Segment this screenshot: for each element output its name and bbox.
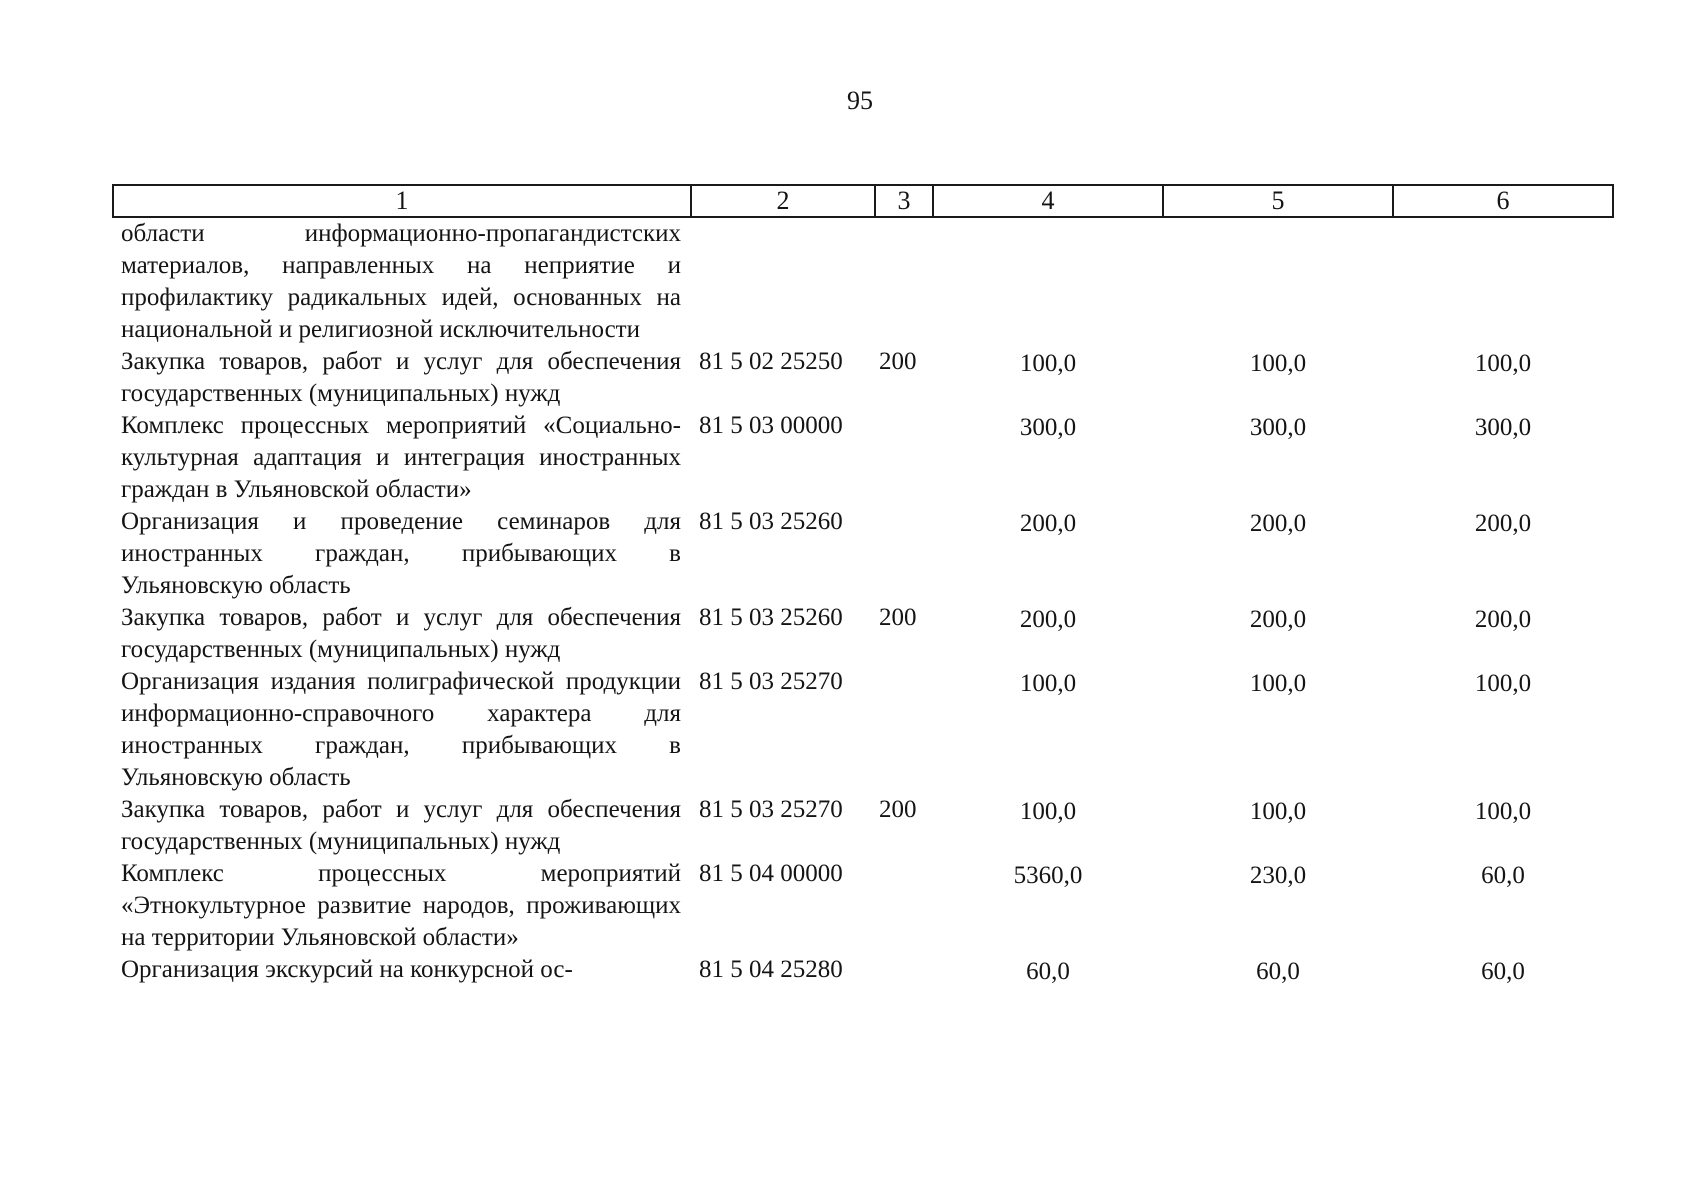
table-row xyxy=(113,217,1613,346)
row-value-4: 100,0 xyxy=(1019,798,1077,825)
row-expense-type xyxy=(875,506,933,602)
column-header-6: 6 xyxy=(1393,185,1613,217)
row-expense-type: 200 xyxy=(879,796,917,823)
row-value-5: 200,0 xyxy=(1249,510,1307,537)
row-expense-type: 200 xyxy=(879,604,917,631)
row-value-5: 230,0 xyxy=(1249,862,1307,889)
row-code xyxy=(691,217,875,346)
row-code: 81 5 03 25270 xyxy=(699,668,843,695)
row-description: Организация издания полиграфической продукции информационно-справочного характера для иностранных граждан, прибывающих в Ульяновскую область xyxy=(121,668,681,791)
row-value-5: 300,0 xyxy=(1249,414,1307,441)
row-value-5: 100,0 xyxy=(1249,798,1307,825)
row-value-5: 100,0 xyxy=(1249,350,1307,377)
page-number: 95 xyxy=(847,86,873,115)
table-row xyxy=(113,410,1613,506)
header-row xyxy=(113,185,1613,217)
column-header-2: 2 xyxy=(691,185,875,217)
row-value-4: 200,0 xyxy=(1019,510,1077,537)
row-value-6: 100,0 xyxy=(1474,350,1532,377)
row-expense-type xyxy=(875,954,933,988)
row-description: Закупка товаров, работ и услуг для обеспечения государственных (муниципальных) нужд xyxy=(121,348,681,407)
row-code: 81 5 03 25270 xyxy=(699,796,843,823)
row-expense-type xyxy=(875,410,933,506)
column-header-4: 4 xyxy=(933,185,1163,217)
row-value-4: 5360,0 xyxy=(1013,862,1083,889)
row-value-4: 60,0 xyxy=(1026,958,1070,985)
row-description: Комплекс процессных мероприятий «Этнокультурное развитие народов, проживающих на территории Ульяновской области» xyxy=(121,860,681,951)
row-value-6: 100,0 xyxy=(1474,670,1532,697)
row-value-6: 100,0 xyxy=(1474,798,1532,825)
table-row xyxy=(113,954,1613,988)
table-row xyxy=(113,602,1613,666)
row-value-4 xyxy=(933,217,1163,346)
row-description: Комплекс процессных мероприятий «Социально-культурная адаптация и интеграция иностранных граждан в Ульяновской области» xyxy=(121,412,681,503)
row-value-5: 200,0 xyxy=(1249,606,1307,633)
row-value-6: 200,0 xyxy=(1474,510,1532,537)
table-header xyxy=(113,185,1613,217)
budget-table xyxy=(112,184,1614,988)
row-value-4: 200,0 xyxy=(1019,606,1077,633)
row-value-4: 100,0 xyxy=(1019,350,1077,377)
row-value-6: 60,0 xyxy=(1481,862,1525,889)
table-row xyxy=(113,794,1613,858)
row-value-5: 100,0 xyxy=(1249,670,1307,697)
row-code: 81 5 02 25250 xyxy=(699,348,843,375)
row-expense-type xyxy=(875,666,933,794)
row-code: 81 5 03 25260 xyxy=(699,604,843,631)
row-value-6: 60,0 xyxy=(1481,958,1525,985)
row-description: Закупка товаров, работ и услуг для обеспечения государственных (муниципальных) нужд xyxy=(121,796,681,855)
budget-table-container xyxy=(112,184,1612,988)
row-value-4: 300,0 xyxy=(1019,414,1077,441)
table-body xyxy=(113,217,1613,988)
row-description: области информационно-пропагандистских материалов, направленных на неприятие и профилактику радикальных идей, основанных на национальной и религиозной исключительности xyxy=(121,220,681,343)
row-expense-type xyxy=(875,217,933,346)
row-description: Закупка товаров, работ и услуг для обеспечения государственных (муниципальных) нужд xyxy=(121,604,681,663)
column-header-1: 1 xyxy=(113,185,691,217)
row-code: 81 5 04 25280 xyxy=(699,956,843,983)
row-description: Организация и проведение семинаров для иностранных граждан, прибывающих в Ульяновскую область xyxy=(121,508,681,599)
table-row xyxy=(113,858,1613,954)
row-value-4: 100,0 xyxy=(1019,670,1077,697)
row-value-6: 300,0 xyxy=(1474,414,1532,441)
row-description: Организация экскурсий на конкурсной ос- xyxy=(121,956,573,983)
row-value-6 xyxy=(1393,217,1613,346)
column-header-5: 5 xyxy=(1163,185,1393,217)
row-code: 81 5 03 25260 xyxy=(699,508,843,535)
table-row xyxy=(113,666,1613,794)
row-value-5: 60,0 xyxy=(1256,958,1300,985)
table-row xyxy=(113,506,1613,602)
row-expense-type xyxy=(875,858,933,954)
row-value-5 xyxy=(1163,217,1393,346)
row-value-6: 200,0 xyxy=(1474,606,1532,633)
column-header-3: 3 xyxy=(875,185,933,217)
table-row xyxy=(113,346,1613,410)
row-code: 81 5 04 00000 xyxy=(699,860,843,887)
row-expense-type: 200 xyxy=(879,348,917,375)
row-code: 81 5 03 00000 xyxy=(699,412,843,439)
